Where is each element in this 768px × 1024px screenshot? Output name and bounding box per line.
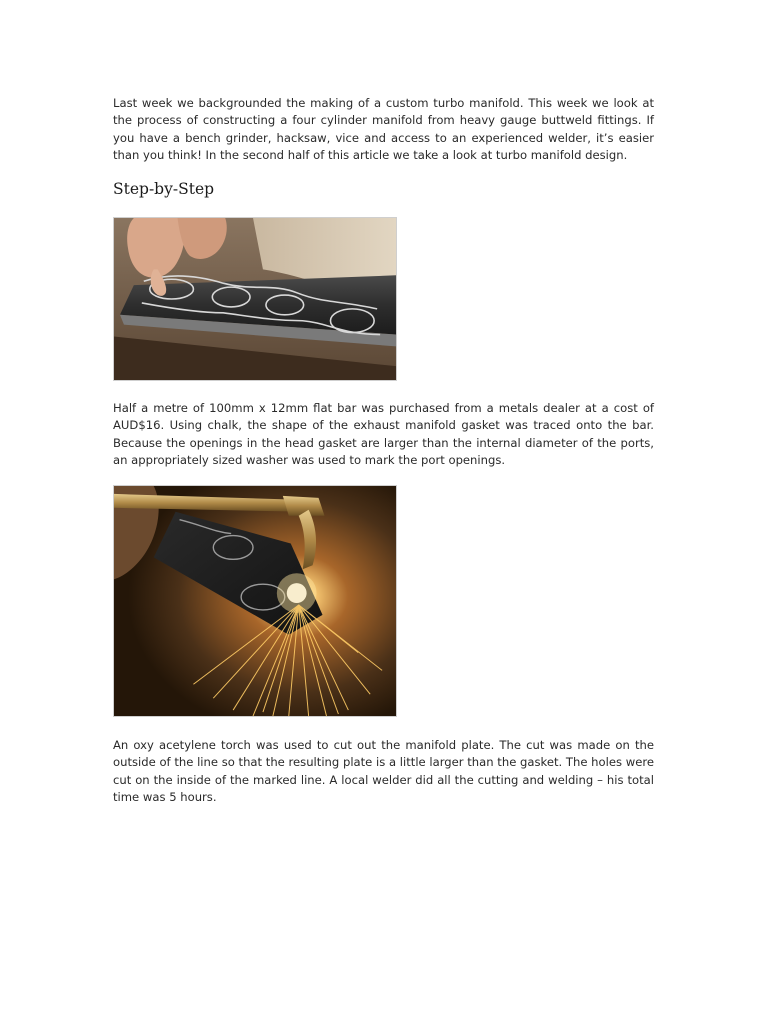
section-heading: Step-by-Step: [113, 180, 215, 198]
chalk-tracing-illustration: [114, 218, 396, 380]
torch-cutting-illustration: [114, 486, 396, 716]
step2-paragraph: An oxy acetylene torch was used to cut out the manifold plate. The cut was made on the outside of the line so that the resulting plate is a little larger than the gasket. The holes were cut on the inside of the marked line. A local welder did all the cutting and welding – his total time was 5 hours.: [113, 738, 654, 805]
intro-paragraph: Last week we backgrounded the making of a custom turbo manifold. This week we look at the process of constructing a four cylinder manifold from heavy gauge buttweld fittings. If you have a bench grinder, hacksaw, vice and access to an experienced welder, it’s easier than you think! In the second half of this article we take a look at turbo manifold design.: [113, 96, 654, 163]
chalk-tracing-photo: [113, 217, 397, 381]
torch-cutting-photo: [113, 485, 397, 717]
step1-paragraph: Half a metre of 100mm x 12mm flat bar was purchased from a metals dealer at a cost of AUD$16. Using chalk, the shape of the exhaust manifold gasket was traced onto the bar. Because the openings in the head gasket are larger than the internal diameter of the ports, an appropriately sized washer was used to mark the port openings.: [113, 401, 654, 468]
